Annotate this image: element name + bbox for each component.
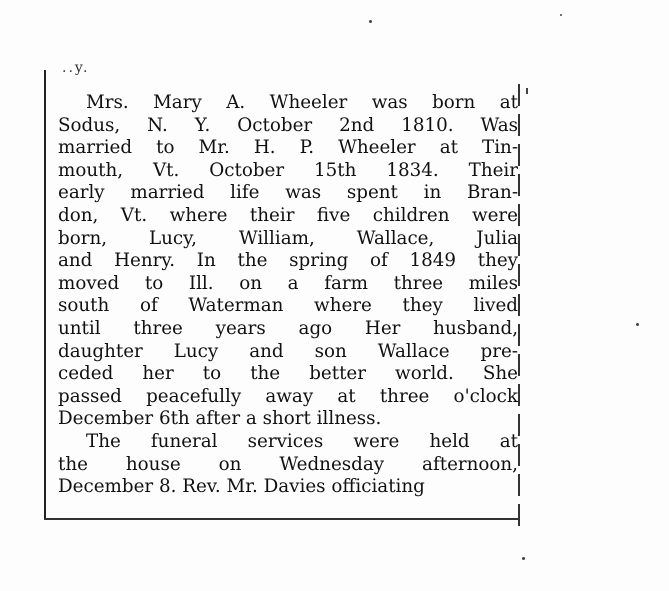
- text-line: until three years ago Her husband,: [58, 317, 518, 339]
- text-line: moved to Ill. on a farm three miles: [58, 272, 518, 294]
- text-line: Mrs. Mary A. Wheeler was born at: [86, 92, 518, 113]
- text-line: early married life was spent in Bran-: [58, 182, 518, 204]
- scan-speck: [526, 88, 528, 94]
- text-line: south of Waterman where they lived: [58, 295, 518, 317]
- scan-speck: [560, 14, 562, 16]
- text-line: Sodus, N. Y. October 2nd 1810. Was: [58, 114, 518, 136]
- text-line: passed peacefully away at three o'clock: [58, 385, 518, 407]
- clipping-right-edge: [518, 84, 520, 526]
- text-line: and Henry. In the spring of 1849 they: [58, 250, 518, 272]
- scan-speck: [369, 20, 372, 23]
- text-line: don, Vt. where their five children were: [58, 204, 518, 226]
- text-line: the house on Wednesday afternoon,: [58, 453, 518, 475]
- scan-speck: [522, 557, 525, 560]
- obituary-clipping: [58, 92, 518, 499]
- text-line: The funeral services were held at: [86, 430, 518, 452]
- text-line: December 6th after a short illness.: [58, 408, 382, 430]
- text-line: mouth, Vt. October 15th 1834. Their: [58, 159, 518, 181]
- scan-speck: [636, 323, 639, 326]
- clipping-left-edge: [44, 70, 46, 518]
- clipping-bottom-edge: [44, 518, 518, 520]
- text-line: December 8. Rev. Mr. Davies officiating: [58, 476, 425, 498]
- text-line: married to Mr. H. P. Wheeler at Tin-: [58, 137, 518, 159]
- cut-off-text-fragment: ..y.: [62, 60, 90, 76]
- text-line: ceded her to the better world. She: [58, 363, 518, 385]
- text-line: born, Lucy, William, Wallace, Julia: [58, 227, 518, 249]
- text-line: daughter Lucy and son Wallace pre-: [58, 340, 518, 362]
